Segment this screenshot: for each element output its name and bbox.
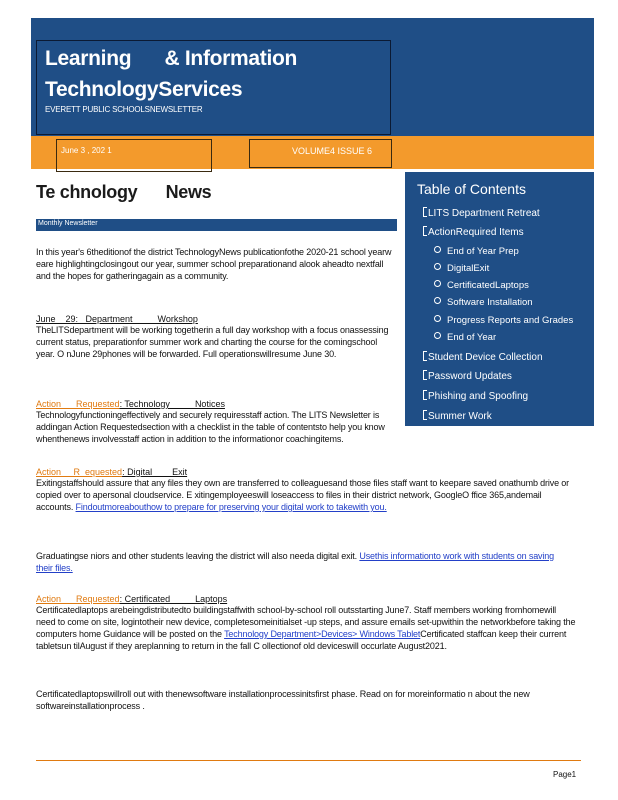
- digital-exit-link[interactable]: Findoutmoreabouthow to prepare for preserving your digital work to takewith you.: [75, 502, 387, 512]
- toc-item-action-required[interactable]: [423, 226, 524, 238]
- toc-item-digital-exit[interactable]: [434, 263, 489, 274]
- action-requested-label: Action R equested: [36, 467, 123, 477]
- bullet-icon: [423, 226, 427, 236]
- section-text: Technologyfunctioningeffectively and securely requiresstaff action. The LITS Newsletter is addingan Action Requestedsection with a checklist in the table of contentsto help you know whenthenews involvesstaff action in addition to the informationor coachingitems.: [36, 410, 385, 444]
- section-text-tail: Certificated staffcan keep their current tabletsun tilAugust if they areplanning to return in the fall C ollectionof old deviceswill occurlate August2021.: [36, 629, 567, 651]
- intro-text: In this year's 6theditionof the district TechnologyNews publicationfothe 2020-21 school yearw eare highlightingclosingout our year, summer school preparationand alook aheadto nextfall and the hopes for gatheringagain as a community.: [36, 247, 392, 281]
- toc-item-label: Student Device Collection: [428, 352, 543, 363]
- table-of-contents: [405, 172, 594, 426]
- toc-item-end-of-year-prep[interactable]: [434, 246, 519, 257]
- issue-date: June 3 , 202 1: [61, 146, 112, 155]
- section-heading-text: : Digital Exit: [122, 467, 188, 477]
- toc-item-label: Phishing and Spoofing: [428, 391, 529, 402]
- section-bar-label: Monthly Newsletter: [38, 220, 98, 227]
- section-heading-text: : Technology Notices: [119, 399, 225, 409]
- circle-bullet-icon: [434, 246, 441, 253]
- section-software: [36, 688, 576, 712]
- student-info-link[interactable]: Usethis informationto work with students on saving their files.: [36, 551, 554, 573]
- newsletter-title-line1: Learning & Information: [45, 47, 298, 70]
- toc-item-progress-reports[interactable]: [434, 315, 573, 326]
- section-text-body: Certificatedlaptops arebeingdistributedto buildingstaffwith school-by-school roll outsstarting June7. Staff members working fromhomewill need to come on site, logintotheir new device, completesomeinitialset -up steps, and assure emails set-upwithin the networkbefore taking the computers home Guidance will be posted on the: [36, 605, 576, 639]
- toc-item-software-installation[interactable]: [434, 297, 533, 308]
- section-bar: [36, 219, 397, 231]
- date-frame: [56, 139, 212, 172]
- toc-item-label: Software Installation: [447, 297, 533, 308]
- toc-item-phishing[interactable]: [423, 390, 528, 402]
- section-digital-exit: [36, 467, 571, 513]
- circle-bullet-icon: [434, 297, 441, 304]
- circle-bullet-icon: [434, 332, 441, 339]
- section-graduating: [36, 550, 571, 574]
- toc-item-student-device-collection[interactable]: [423, 351, 543, 363]
- toc-item-certificated-laptops[interactable]: [434, 280, 529, 291]
- footer-divider: [36, 760, 581, 761]
- bullet-icon: [423, 370, 427, 380]
- toc-item-end-of-year[interactable]: [434, 332, 496, 343]
- section-heading: [36, 467, 571, 477]
- toc-item-password-updates[interactable]: [423, 370, 512, 382]
- section-certificated-laptops: [36, 594, 576, 652]
- intro-block: [36, 246, 394, 282]
- circle-bullet-icon: [434, 315, 441, 322]
- bullet-icon: [423, 351, 427, 361]
- bullet-icon: [423, 390, 427, 400]
- toc-item-label: DigitalExit: [447, 263, 490, 274]
- toc-item-label: End of Year: [447, 332, 497, 343]
- circle-bullet-icon: [434, 263, 441, 270]
- section-workshop: [36, 314, 394, 360]
- action-requested-label: Action Requested: [36, 594, 120, 604]
- toc-item-label: ActionRequired Items: [428, 227, 524, 238]
- toc-item-label: CertificatedLaptops: [447, 280, 529, 291]
- page-title: Te chnology News: [36, 182, 212, 202]
- toc-item-label: End of Year Prep: [447, 246, 519, 257]
- toc-item-label: Summer Work: [428, 411, 492, 422]
- bullet-icon: [423, 410, 427, 420]
- page-number: Page1: [553, 770, 577, 779]
- issue-volume: VOLUME4 ISSUE 6: [292, 146, 373, 156]
- section-heading-text: June 29: Department Workshop: [36, 314, 198, 324]
- section-heading-text: : Certificated Laptops: [119, 594, 228, 604]
- newsletter-title-line2: TechnologyServices: [45, 78, 243, 101]
- toc-title: Table of Contents: [417, 181, 526, 197]
- toc-item-summer-work[interactable]: [423, 410, 492, 422]
- toc-item-lits-retreat[interactable]: [423, 207, 540, 219]
- section-text: [36, 550, 571, 574]
- windows-tablet-link[interactable]: Technology Department>Devices> Windows Tablet: [224, 629, 421, 639]
- toc-item-label: Progress Reports and Grades: [447, 315, 574, 326]
- bullet-icon: [423, 207, 427, 217]
- section-heading: [36, 314, 394, 324]
- section-text-body: Exitingstaffshould assure that any files they own are transferred to colleaguesand those files staff want to keepare saved onathumb drive or copied over to apersonal cloudservice. E xitingemployeeswill loseaccess to files in their district network, GoogleO ffice 365,andemail accounts.: [36, 478, 569, 512]
- newsletter-subtitle: EVERETT PUBLIC SCHOOLSNEWSLETTER: [45, 105, 203, 114]
- section-text-body: Graduatingse niors and other students leaving the district will also needa digital exit.: [36, 551, 357, 561]
- toc-item-label: Password Updates: [428, 371, 512, 382]
- toc-item-label: LITS Department Retreat: [428, 208, 540, 219]
- circle-bullet-icon: [434, 280, 441, 287]
- section-text: Certificatedlaptopswillroll out with thenewsoftware installationprocessinitsfirst phase. Read on for moreinformatio n about the new softwareinstallationprocess .: [36, 689, 530, 711]
- section-text: TheLITSdepartment will be working togetherin a full day workshop with a focus onassessing current status, preparationfor summer work and charting the course for the comingschool year. O nJune 29phones will be forwarded. Full operationswillresume June 30.: [36, 325, 389, 359]
- action-requested-label: Action Requested: [36, 399, 120, 409]
- section-heading: [36, 594, 576, 604]
- section-text: [36, 477, 571, 513]
- section-text: [36, 604, 576, 652]
